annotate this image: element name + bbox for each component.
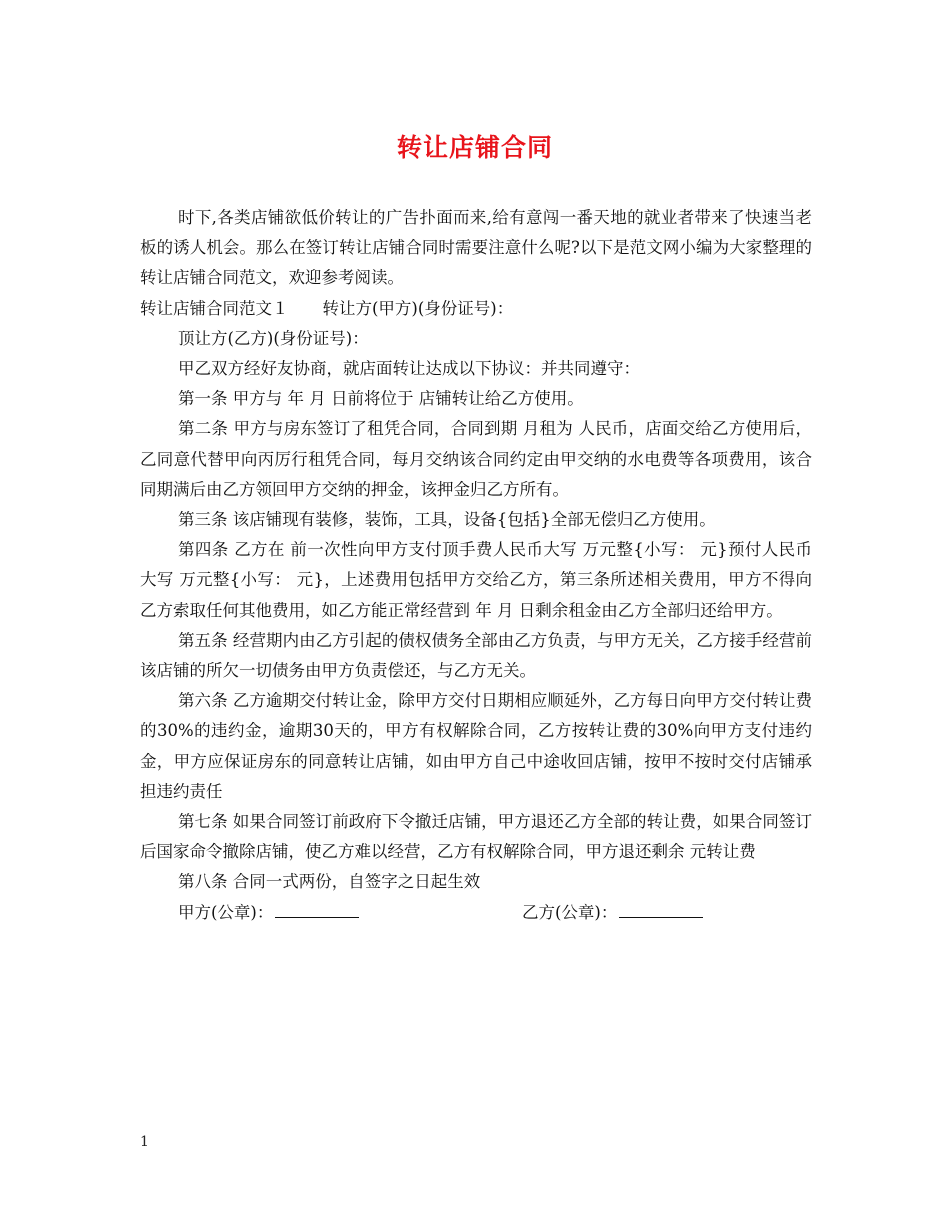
document-title: 转让店铺合同 bbox=[396, 133, 553, 162]
agreement-paragraph: 甲乙双方经好友协商，就店面转让达成以下协议：并共同遵守： bbox=[178, 359, 640, 379]
party-a-blank[interactable] bbox=[275, 899, 359, 918]
party-b-blank[interactable] bbox=[619, 899, 703, 918]
document-body bbox=[140, 203, 812, 928]
party-a-label: 甲方(公章)： bbox=[178, 902, 274, 922]
article-1: 第一条 甲方与 年 月 日前将位于 店铺转让给乙方使用。 bbox=[178, 389, 584, 409]
article-2: 第二条 甲方与房东签订了租凭合同，合同到期 月租为 人民币，店面交给乙方使用后，乙同意代替甲向丙厉行租凭合同，每月交纳该合同约定由甲交纳的水电费等各项费用，该合同期满后由乙方领回甲方交纳的押金，该押金归乙方所有。 bbox=[140, 419, 812, 499]
transferor-label: 转让方(甲方)(身份证号)： bbox=[322, 298, 514, 318]
article-3: 第三条 该店铺现有装修，装饰，工具，设备{包括}全部无偿归乙方使用。 bbox=[178, 510, 716, 530]
article-6: 第六条 乙方逾期交付转让金，除甲方交付日期相应顺延外，乙方每日向甲方交付转让费的30%的违约金，逾期30天的，甲方有权解除合同，乙方按转让费的30%向甲方支付违约金，甲方应保证房东的同意转让店铺，如由甲方自己中途收回店铺，按甲不按时交付店铺承担违约责任 bbox=[140, 691, 812, 801]
party-a-signature bbox=[178, 898, 359, 928]
article-8: 第八条 合同一式两份，自签字之日起生效 bbox=[178, 872, 481, 892]
page-number: 1 bbox=[140, 1134, 149, 1150]
party-b-signature bbox=[522, 898, 703, 928]
article-4: 第四条 乙方在 前一次性向甲方支付顶手费人民币大写 万元整{小写： 元}预付人民币大写 万元整{小写： 元}，上述费用包括甲方交给乙方，第三条所述相关费用，甲方不得向乙方索取任何其他费用，如乙方能正常经营到 年 月 日剩余租金由乙方全部归还给甲方。 bbox=[140, 540, 812, 620]
sample-heading-line bbox=[140, 294, 812, 324]
transferee-label: 顶让方(乙方)(身份证号)： bbox=[178, 328, 369, 348]
signature-row bbox=[140, 898, 812, 928]
party-b-label: 乙方(公章)： bbox=[522, 902, 618, 922]
sample-heading: 转让店铺合同范文１ bbox=[140, 298, 289, 318]
intro-paragraph: 时下,各类店铺欲低价转让的广告扑面而来,给有意闯一番天地的就业者带来了快速当老板的诱人机会。那么在签订转让店铺合同时需要注意什么呢?以下是范文网小编为大家整理的转让店铺合同范文，欢迎参考阅读。 bbox=[140, 208, 812, 288]
article-5: 第五条 经营期内由乙方引起的债权债务全部由乙方负责，与甲方无关，乙方接手经营前该店铺的所欠一切债务由甲方负责偿还，与乙方无关。 bbox=[140, 630, 812, 681]
article-7: 第七条 如果合同签订前政府下令撤迁店铺，甲方退还乙方全部的转让费，如果合同签订后国家命令撤除店铺，使乙方难以经营，乙方有权解除合同，甲方退还剩余 元转让费 bbox=[140, 812, 812, 862]
